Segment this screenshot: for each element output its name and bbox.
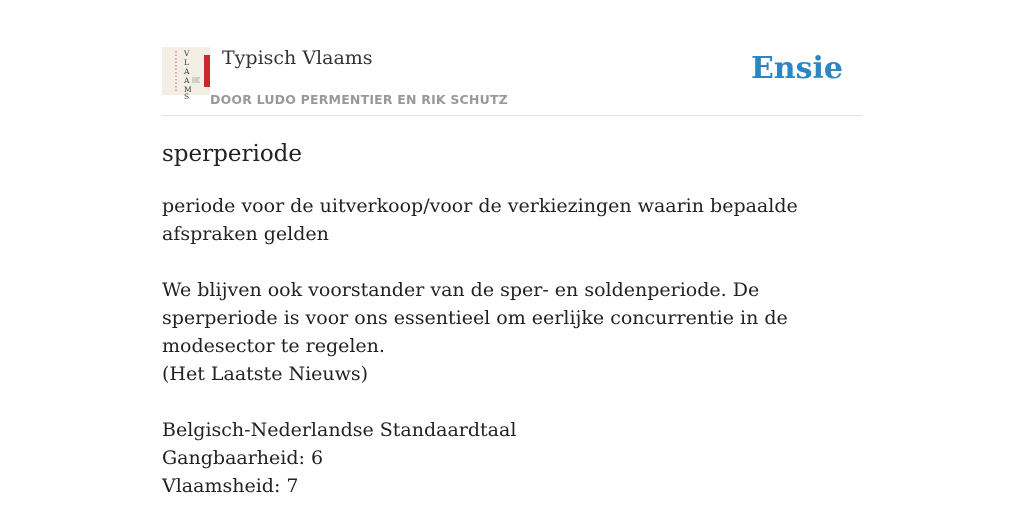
ensie-brand-link[interactable]: Ensie [750, 51, 843, 86]
book-cover-logo[interactable] [162, 47, 210, 101]
entry-vlaamsheid: Vlaamsheid: 7 [162, 475, 299, 497]
svg-text:A: A [184, 67, 190, 76]
entry-language: Belgisch-Nederlandse Standaardtaal [162, 419, 517, 441]
author-byline: DOOR LUDO PERMENTIER EN RIK SCHUTZ [210, 92, 508, 107]
site-title[interactable]: Typisch Vlaams [222, 47, 373, 69]
entry-definition: periode voor de uitverkoop/voor de verkiezingen waarin bepaalde afspraken gelden [162, 195, 798, 245]
svg-text:S: S [184, 92, 190, 101]
entry-content [162, 192, 862, 500]
svg-text:M: M [184, 85, 192, 94]
svg-text:L: L [184, 58, 189, 67]
site-header [162, 46, 862, 116]
entry-source: (Het Laatste Nieuws) [162, 363, 369, 385]
entry-gangbaarheid: Gangbaarheid: 6 [162, 447, 324, 469]
svg-text:A: A [184, 76, 190, 85]
spacer [162, 388, 862, 416]
spacer [162, 248, 862, 276]
entry-example: We blijven ook voorstander van de sper- en soldenperiode. De sperperiode is voor ons essentieel om eerlijke concurrentie in de modesector te regelen. [162, 279, 788, 357]
svg-text:V: V [184, 49, 190, 58]
entry-term: sperperiode [162, 141, 302, 167]
